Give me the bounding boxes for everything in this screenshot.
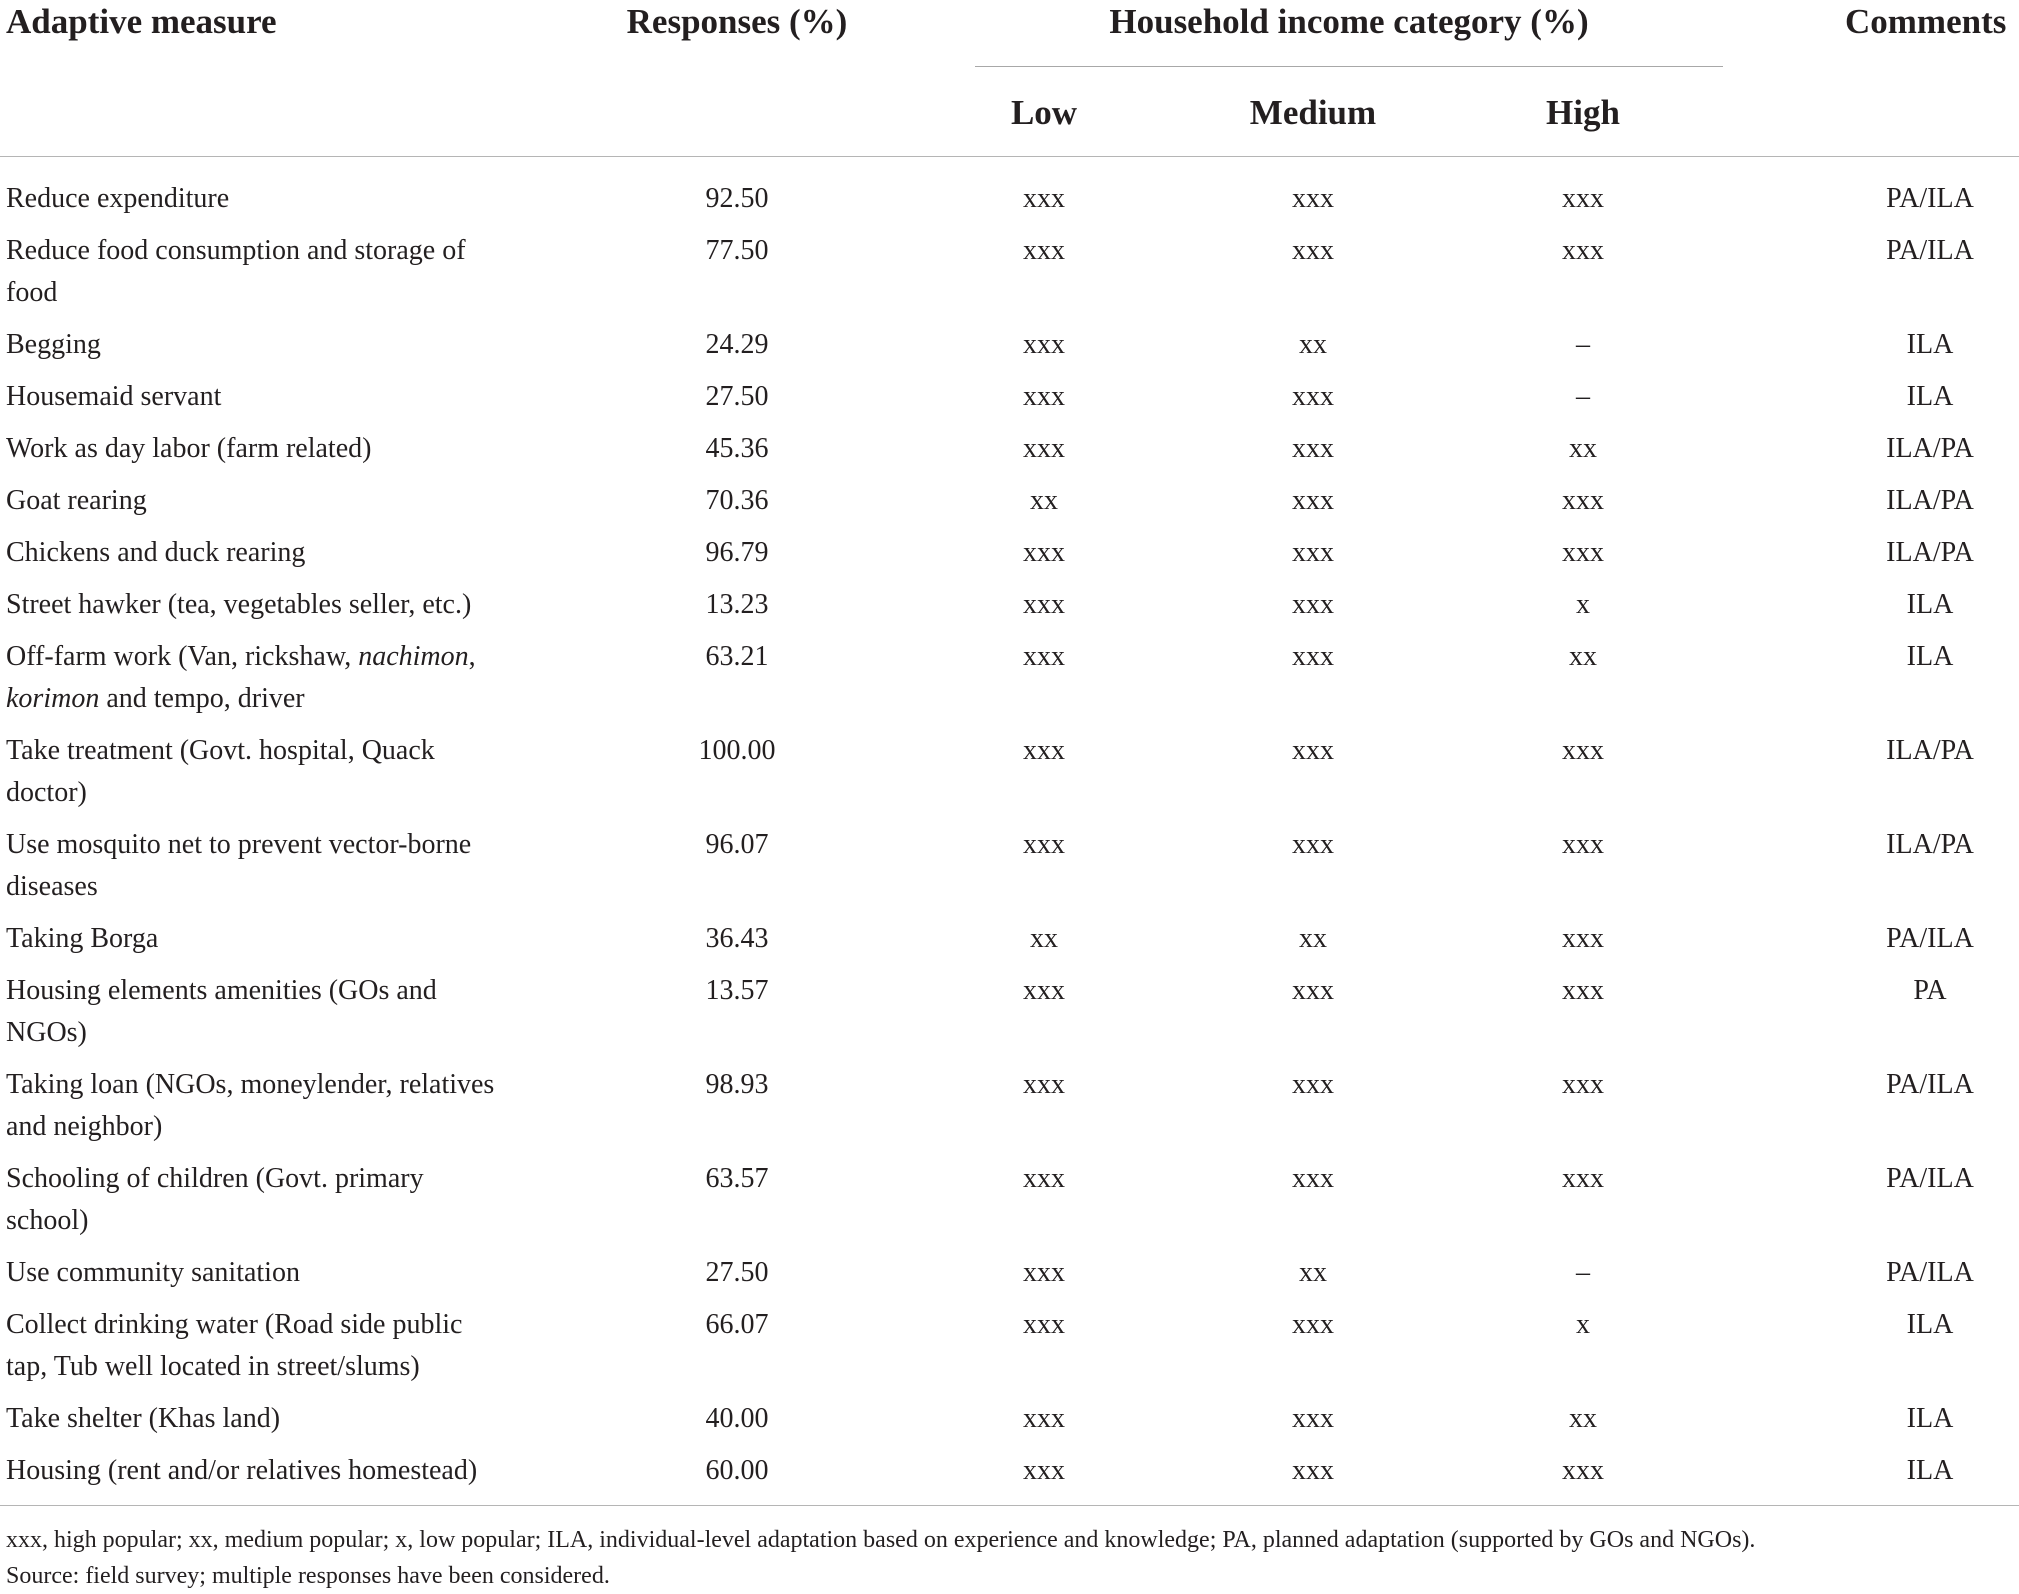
footnote-legend: xxx, high popular; xx, medium popular; x, low popular; ILA, individual-level adaptation based on experience and knowledge; PA, planned adaptation (supported by GOs and NGOs). <box>6 1527 1756 1553</box>
responses-cell: 66.07 <box>705 1309 769 1340</box>
income-group-rule <box>975 66 1723 67</box>
adaptive-measure-cell: Use community sanitation <box>6 1257 300 1288</box>
adaptive-measure-cell: Reduce expenditure <box>6 183 230 214</box>
measure-text-part: Off-farm work (Van, rickshaw, <box>6 641 359 672</box>
high-income-cell: xxx <box>1562 829 1604 860</box>
medium-income-cell: xxx <box>1292 1163 1334 1194</box>
table-body <box>0 178 2019 1502</box>
high-income-cell: xxx <box>1562 975 1604 1006</box>
medium-income-cell: xx <box>1299 1257 1327 1288</box>
table-row <box>0 324 2019 366</box>
adaptive-measure-cell <box>6 636 506 720</box>
responses-cell: 60.00 <box>705 1455 769 1486</box>
medium-income-cell: xxx <box>1292 829 1334 860</box>
header-responses: Responses (%) <box>626 2 848 41</box>
low-income-cell: xxx <box>1023 735 1065 766</box>
table-row <box>0 1450 2019 1492</box>
medium-income-cell: xxx <box>1292 1309 1334 1340</box>
measure-text-part: , <box>468 641 476 672</box>
comments-cell: PA/ILA <box>1886 1257 1974 1288</box>
table-row <box>0 178 2019 220</box>
table-row <box>0 1252 2019 1294</box>
medium-income-cell: xxx <box>1292 537 1334 568</box>
table-footnote <box>6 1522 2011 1594</box>
table-row <box>0 730 2019 814</box>
comments-cell: PA/ILA <box>1886 1163 1974 1194</box>
comments-cell: PA/ILA <box>1886 1069 1974 1100</box>
high-income-cell: xxx <box>1562 537 1604 568</box>
table-row <box>0 480 2019 522</box>
medium-income-cell: xxx <box>1292 183 1334 214</box>
table-row <box>0 970 2019 1054</box>
medium-income-cell: xxx <box>1292 1455 1334 1486</box>
header-adaptive-measure: Adaptive measure <box>6 2 277 41</box>
footer-rule <box>0 1505 2019 1506</box>
comments-cell: PA/ILA <box>1886 923 1974 954</box>
comments-cell: ILA/PA <box>1886 537 1974 568</box>
responses-cell: 40.00 <box>705 1403 769 1434</box>
comments-cell: PA/ILA <box>1886 235 1974 266</box>
adaptive-measure-cell: Take shelter (Khas land) <box>6 1403 281 1434</box>
medium-income-cell: xxx <box>1292 1403 1334 1434</box>
medium-income-cell: xxx <box>1292 381 1334 412</box>
high-income-cell: – <box>1576 381 1590 412</box>
high-income-cell: – <box>1576 329 1590 360</box>
adaptive-measure-cell: Schooling of children (Govt. primary school) <box>6 1163 424 1236</box>
medium-income-cell: xxx <box>1292 485 1334 516</box>
high-income-cell: xxx <box>1562 1163 1604 1194</box>
low-income-cell: xx <box>1030 485 1058 516</box>
responses-cell: 96.07 <box>705 829 769 860</box>
medium-income-cell: xxx <box>1292 235 1334 266</box>
table-row <box>0 428 2019 470</box>
adaptive-measure-cell: Taking loan (NGOs, moneylender, relatives and neighbor) <box>6 1069 495 1142</box>
low-income-cell: xxx <box>1023 1163 1065 1194</box>
low-income-cell: xxx <box>1023 329 1065 360</box>
header-income-category: Household income category (%) <box>1109 2 1589 41</box>
high-income-cell: xxx <box>1562 1069 1604 1100</box>
low-income-cell: xxx <box>1023 1257 1065 1288</box>
comments-cell: ILA <box>1906 1309 1954 1340</box>
responses-cell: 63.57 <box>705 1163 769 1194</box>
responses-cell: 13.23 <box>705 589 769 620</box>
medium-income-cell: xxx <box>1292 735 1334 766</box>
medium-income-cell: xxx <box>1292 433 1334 464</box>
table-row <box>0 1064 2019 1148</box>
measure-text-part: nachimon <box>358 641 469 672</box>
comments-cell: ILA <box>1906 381 1954 412</box>
low-income-cell: xx <box>1030 923 1058 954</box>
responses-cell: 13.57 <box>705 975 769 1006</box>
high-income-cell: xxx <box>1562 923 1604 954</box>
low-income-cell: xxx <box>1023 433 1065 464</box>
low-income-cell: xxx <box>1023 537 1065 568</box>
comments-cell: ILA <box>1906 329 1954 360</box>
comments-cell: ILA <box>1906 589 1954 620</box>
comments-cell: ILA <box>1906 641 1954 672</box>
low-income-cell: xxx <box>1023 235 1065 266</box>
comments-cell: ILA/PA <box>1886 829 1974 860</box>
low-income-cell: xxx <box>1023 829 1065 860</box>
responses-cell: 27.50 <box>705 1257 769 1288</box>
header-low: Low <box>1010 93 1078 132</box>
table-row <box>0 376 2019 418</box>
adaptive-measure-cell: Taking Borga <box>6 923 159 954</box>
high-income-cell: x <box>1576 1309 1590 1340</box>
responses-cell: 70.36 <box>705 485 769 516</box>
low-income-cell: xxx <box>1023 381 1065 412</box>
header-comments: Comments <box>1845 2 2007 41</box>
adaptive-measure-cell: Reduce food consumption and storage of food <box>6 235 466 308</box>
medium-income-cell: xxx <box>1292 641 1334 672</box>
low-income-cell: xxx <box>1023 1455 1065 1486</box>
high-income-cell: xx <box>1569 1403 1597 1434</box>
low-income-cell: xxx <box>1023 1403 1065 1434</box>
comments-cell: ILA <box>1906 1455 1954 1486</box>
comments-cell: ILA/PA <box>1886 485 1974 516</box>
comments-cell: PA <box>1913 975 1947 1006</box>
adaptive-measure-cell: Housing elements amenities (GOs and NGOs) <box>6 975 437 1048</box>
low-income-cell: xxx <box>1023 1309 1065 1340</box>
responses-cell: 63.21 <box>705 641 769 672</box>
high-income-cell: xxx <box>1562 1455 1604 1486</box>
medium-income-cell: xxx <box>1292 975 1334 1006</box>
table-row <box>0 636 2019 720</box>
medium-income-cell: xx <box>1299 923 1327 954</box>
high-income-cell: xx <box>1569 641 1597 672</box>
table-row <box>0 824 2019 908</box>
high-income-cell: – <box>1576 1257 1590 1288</box>
responses-cell: 45.36 <box>705 433 769 464</box>
adaptive-measure-cell: Use mosquito net to prevent vector-borne diseases <box>6 829 472 902</box>
comments-cell: ILA <box>1906 1403 1954 1434</box>
adaptive-measure-cell: Work as day labor (farm related) <box>6 433 372 464</box>
adaptive-measure-cell: Housemaid servant <box>6 381 222 412</box>
responses-cell: 36.43 <box>705 923 769 954</box>
table-row <box>0 532 2019 574</box>
comments-cell: PA/ILA <box>1886 183 1974 214</box>
responses-cell: 100.00 <box>698 735 776 766</box>
responses-cell: 24.29 <box>705 329 769 360</box>
responses-cell: 96.79 <box>705 537 769 568</box>
measure-text-part: korimon <box>6 683 100 714</box>
adaptive-measure-cell: Housing (rent and/or relatives homestead) <box>6 1455 478 1486</box>
responses-cell: 77.50 <box>705 235 769 266</box>
table-row <box>0 584 2019 626</box>
responses-cell: 92.50 <box>705 183 769 214</box>
medium-income-cell: xx <box>1299 329 1327 360</box>
comments-cell: ILA/PA <box>1886 433 1974 464</box>
header-high: High <box>1546 93 1620 132</box>
low-income-cell: xxx <box>1023 589 1065 620</box>
adaptive-measure-cell: Street hawker (tea, vegetables seller, etc.) <box>6 589 472 620</box>
table-row <box>0 230 2019 314</box>
low-income-cell: xxx <box>1023 183 1065 214</box>
high-income-cell: xxx <box>1562 235 1604 266</box>
responses-cell: 27.50 <box>705 381 769 412</box>
table-row <box>0 1398 2019 1440</box>
header-rule <box>0 156 2019 157</box>
high-income-cell: xxx <box>1562 735 1604 766</box>
adaptive-measure-cell: Chickens and duck rearing <box>6 537 306 568</box>
low-income-cell: xxx <box>1023 641 1065 672</box>
table-row <box>0 1158 2019 1242</box>
header-medium: Medium <box>1249 93 1377 132</box>
responses-cell: 98.93 <box>705 1069 769 1100</box>
low-income-cell: xxx <box>1023 975 1065 1006</box>
low-income-cell: xxx <box>1023 1069 1065 1100</box>
high-income-cell: xxx <box>1562 485 1604 516</box>
high-income-cell: xx <box>1569 433 1597 464</box>
medium-income-cell: xxx <box>1292 589 1334 620</box>
comments-cell: ILA/PA <box>1886 735 1974 766</box>
adaptive-measure-cell: Begging <box>6 329 101 360</box>
adaptive-measure-cell: Goat rearing <box>6 485 147 516</box>
measure-text-part: and tempo, driver <box>99 683 305 714</box>
high-income-cell: x <box>1576 589 1590 620</box>
medium-income-cell: xxx <box>1292 1069 1334 1100</box>
footnote-source: Source: field survey; multiple responses have been considered. <box>6 1563 610 1589</box>
high-income-cell: xxx <box>1562 183 1604 214</box>
adaptive-measure-cell: Take treatment (Govt. hospital, Quack doctor) <box>6 735 435 808</box>
table-row <box>0 1304 2019 1388</box>
adaptive-measure-cell: Collect drinking water (Road side public tap, Tub well located in street/slums) <box>6 1309 463 1382</box>
table-row <box>0 918 2019 960</box>
